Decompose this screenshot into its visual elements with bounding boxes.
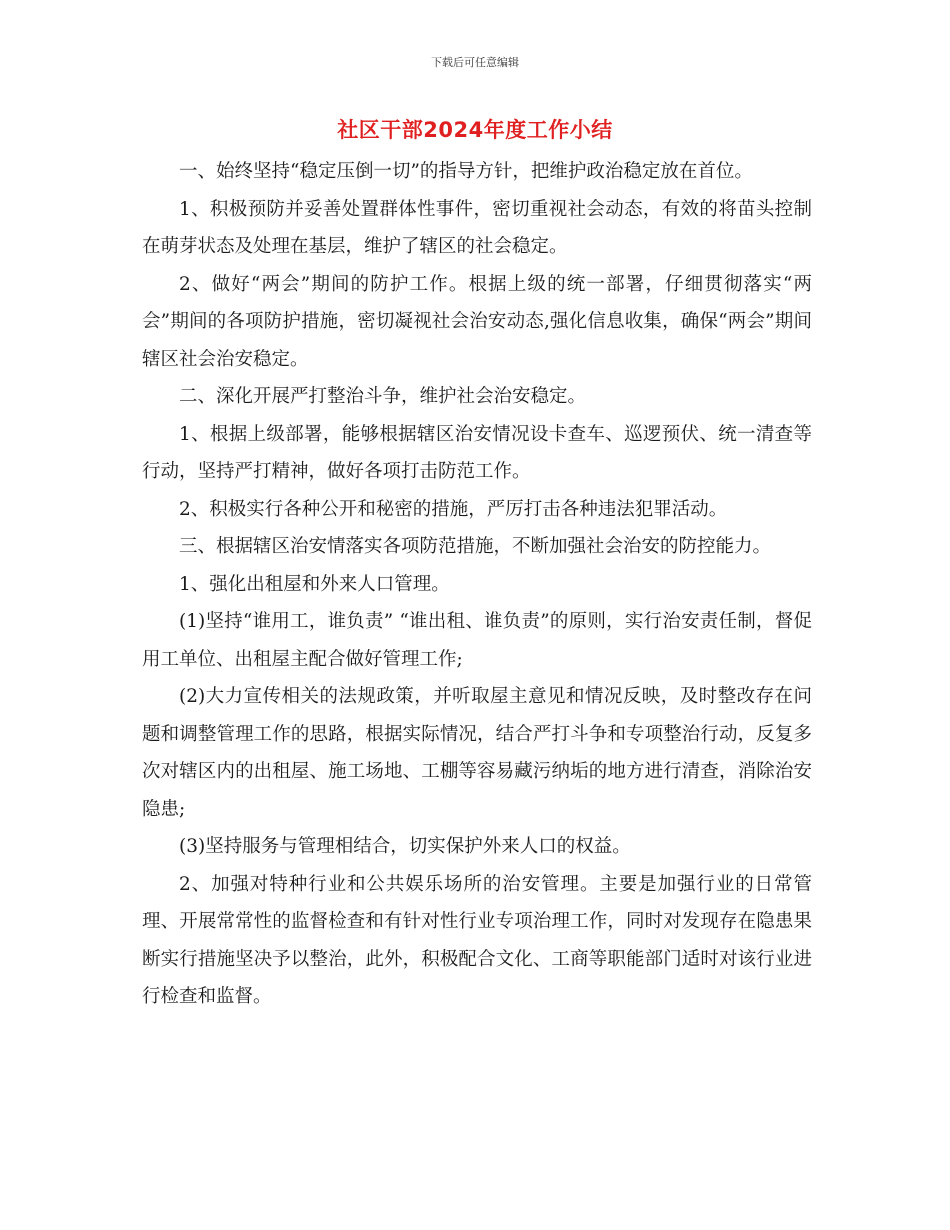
paragraph: 2、加强对特种行业和公共娱乐场所的治安管理。主要是加强行业的日常管理、开展常常性的监督检查和有针对性行业专项治理工作，同时对发现存在隐患果断实行措施坚决予以整治，此外，积极配合文化、工商等职能部门适时对该行业进行检查和监督。 [142, 873, 812, 1007]
paragraph: 一、始终坚持“稳定压倒一切”的指导方针，把维护政治稳定放在首位。 [179, 161, 753, 182]
header-note: 下载后可任意编辑 [431, 56, 519, 69]
paragraph: (1)坚持“谁用工，谁负责” “谁出租、谁负责”的原则，实行治安责任制，督促用工单位、出租屋主配合做好管理工作; [142, 611, 812, 670]
paragraph: 1、积极预防并妥善处置群体性事件，密切重视社会动态，有效的将苗头控制在萌芽状态及处理在基层，维护了辖区的社会稳定。 [142, 198, 812, 257]
paragraph: 2、做好“两会”期间的防护工作。根据上级的统一部署，仔细贯彻落实“两会”期间的各项防护措施，密切凝视社会治安动态,强化信息收集，确保“两会”期间辖区社会治安稳定。 [142, 273, 812, 370]
paragraph: (2)大力宣传相关的法规政策，并听取屋主意见和情况反映，及时整改存在问题和调整管理工作的思路，根据实际情况，结合严打斗争和专项整治行动，反复多次对辖区内的出租屋、施工场地、工棚等容易藏污纳垢的地方进行清查，消除治安隐患; [142, 686, 812, 820]
paragraph: (3)坚持服务与管理相结合，切实保护外来人口的权益。 [179, 836, 631, 857]
paragraph: 2、积极实行各种公开和秘密的措施，严厉打击各种违法犯罪活动。 [179, 498, 728, 520]
paragraph: 二、深化开展严打整治斗争，维护社会治安稳定。 [179, 386, 587, 407]
paragraph: 1、强化出租屋和外来人口管理。 [179, 573, 450, 595]
document-title: 社区干部2024年度工作小结 [337, 118, 613, 142]
paragraph: 三、根据辖区治安情落实各项防范措施，不断加强社会治安的防控能力。 [179, 536, 772, 557]
paragraph: 1、根据上级部署，能够根据辖区治安情况设卡查车、巡逻预伏、统一清查等行动，坚持严打精神，做好各项打击防范工作。 [142, 423, 812, 482]
document-body [142, 153, 812, 1016]
